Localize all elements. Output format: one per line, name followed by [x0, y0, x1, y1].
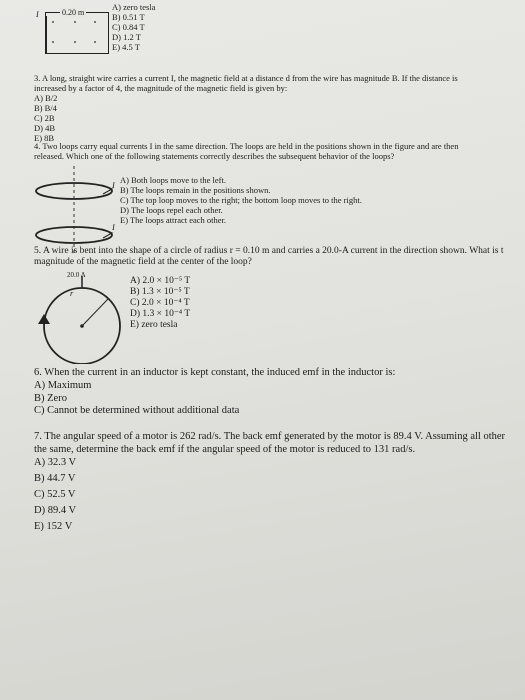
question-5	[34, 246, 524, 268]
answer-option: B) B/4	[34, 103, 57, 113]
fig1-answer-options	[112, 2, 155, 52]
answer-option: C) The top loop moves to the right; the bottom loop moves to the right.	[120, 195, 362, 205]
answer-option: C) 0.84 T	[112, 22, 145, 32]
answer-option: A) 2.0 × 10⁻⁵ T	[130, 276, 191, 286]
answer-option: D) 89.4 V	[34, 505, 77, 516]
question-stem: released. Which one of the following statements correctly describes the subsequent behavior of the loops?	[34, 151, 395, 161]
answer-option: B) The loops remain in the positions shown.	[120, 185, 271, 195]
question-6-stem: 6. When the current in an inductor is kept constant, the induced emf in the inductor is:	[34, 367, 396, 378]
answer-option: E) 152 V	[34, 521, 73, 532]
question-7	[34, 431, 505, 456]
question-stem: 5. A wire is bent into the shape of a circle of radius r = 0.10 m and carries a 20.0-A current in the direction shown. What is t	[34, 246, 504, 256]
answer-option: A) 32.3 V	[34, 457, 77, 468]
answer-option: D) The loops repel each other.	[120, 205, 223, 215]
question-4	[34, 141, 514, 161]
question-stem: magnitude of the magnetic field at the center of the loop?	[34, 257, 252, 267]
answer-option: D) 1.3 × 10⁻⁴ T	[130, 309, 191, 319]
loop-current-label: I	[112, 180, 115, 190]
question-5-options	[130, 276, 190, 331]
answer-option: B) 0.51 T	[112, 12, 145, 22]
answer-option: D) 1.2 T	[112, 32, 141, 42]
field-dot	[94, 41, 96, 43]
magnetic-field-region-figure	[45, 12, 109, 54]
answer-option: C) 2.0 × 10⁻⁴ T	[130, 298, 190, 308]
answer-option: B) 1.3 × 10⁻⁵ T	[130, 287, 190, 297]
answer-option: C) 2B	[34, 113, 55, 123]
current-loop-figure	[36, 272, 128, 364]
field-dot	[74, 41, 76, 43]
answer-option: E) 4.5 T	[112, 42, 140, 52]
question-stem: 4. Two loops carry equal currents I in the same direction. The loops are held in the positions shown in the figure and are then	[34, 141, 459, 151]
answer-option: C) Cannot be determined without additional data	[34, 405, 240, 416]
question-7-options	[34, 455, 76, 535]
question-3	[34, 73, 514, 143]
answer-option: E) The loops attract each other.	[120, 215, 227, 225]
radius-label: r	[70, 288, 74, 298]
width-label: 0.20 m	[62, 8, 85, 17]
field-dot	[52, 41, 54, 43]
current-wire	[45, 16, 47, 54]
current-label: I	[36, 10, 39, 19]
field-dot	[94, 21, 96, 23]
answer-option: D) 4B	[34, 123, 56, 133]
question-stem: 7. The angular speed of a motor is 262 rad/s. The back emf generated by the motor is 89.4 V. Assuming all other	[34, 431, 506, 442]
two-loops-figure	[28, 164, 124, 256]
answer-option: E) 8B	[34, 133, 55, 143]
answer-option: C) 52.5 V	[34, 489, 76, 500]
answer-option: A) Both loops move to the left.	[120, 175, 227, 185]
answer-option: A) Maximum	[34, 380, 92, 391]
field-dot	[74, 21, 76, 23]
question-6-options	[34, 380, 239, 418]
loop-current-value: 20.0 A	[67, 271, 86, 279]
field-dot	[52, 21, 54, 23]
question-stem: increased by a factor of 4, the magnitude of the magnetic field is given by:	[34, 83, 288, 93]
answer-option: A) B/2	[34, 93, 58, 103]
answer-option: E) zero tesla	[130, 320, 178, 330]
question-stem: 3. A long, straight wire carries a current I, the magnetic field at a distance d from the wire has magnitude B. If the distance is	[34, 73, 458, 83]
question-4-options	[120, 175, 362, 225]
answer-option: B) Zero	[34, 392, 67, 404]
answer-option: B) 44.7 V	[34, 473, 76, 484]
question-stem: the same, determine the back emf if the angular speed of the motor is reduced to 131 rad/s.	[34, 443, 416, 455]
answer-option: A) zero tesla	[112, 2, 156, 12]
loop-current-label: I	[112, 222, 115, 232]
